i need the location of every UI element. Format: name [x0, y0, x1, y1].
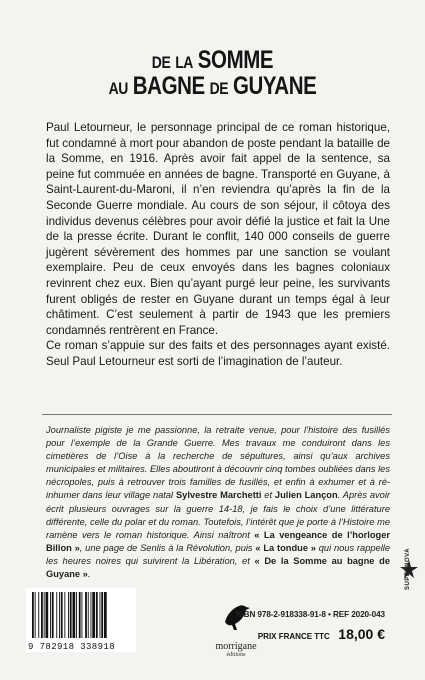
barcode-bar: [52, 592, 54, 638]
price-value: 18,00 €: [338, 626, 385, 642]
barcode-bar: [46, 592, 49, 638]
isbn: ISBN 978-2-918338-91-8 • REF 2020-043: [236, 610, 385, 619]
barcode-bar: [100, 592, 101, 638]
price: [258, 626, 385, 644]
synopsis: [46, 120, 390, 370]
divider: [42, 414, 392, 415]
book-title-billon: « La vengeance de l’horloger Billon »: [46, 529, 390, 553]
barcode-bar: [101, 592, 103, 638]
barcode-bar: [88, 592, 89, 638]
barcode-bar: [85, 592, 87, 638]
barcode-bar: [70, 592, 72, 638]
supernova-label: SUPERNOVA: [405, 547, 411, 590]
barcode-bar: [82, 592, 83, 638]
name-marchetti: Sylvestre Marchetti: [175, 490, 262, 501]
barcode-bar: [96, 592, 98, 638]
name-lancon: Julien Lançon: [274, 490, 338, 501]
barcode-bar: [64, 592, 65, 638]
book-title-somme: « De la Somme au bagne de Guyane »: [46, 555, 390, 580]
barcode-bar: [91, 592, 92, 638]
title-line-1: DE LA SOMME: [151, 46, 274, 74]
barcode-bar: [56, 592, 57, 638]
publisher-sub: éditions: [226, 652, 246, 658]
barcode-bar: [59, 592, 60, 638]
barcode-bar: [38, 592, 39, 638]
barcode-bar: [44, 592, 45, 638]
barcode-number: 9 782918 338918: [28, 642, 116, 652]
publisher-name: morrigane: [215, 641, 257, 652]
barcode-bar: [41, 592, 43, 638]
synopsis-paragraph-2: Ce roman s’appuie sur des faits et des personnages ayant existé. Seul Paul Letourneur est sorti de l’imagination de l’auteur.: [46, 339, 390, 368]
author-bio: Journaliste pigiste je me passionne, la retraite venue, pour l’histoire des fusillés pour l’exemple de la Grande Guerre. Mes travaux me conduiront dans les cimetières de l’Oise à la recherche de sépultures, ainsi qu’aux archives municipales et militaires. Elles aboutiront à découvrir cinq tombes oubliées dans les nécropoles, puis à retrouver trois familles de fusillés, et enfin à exhumer et à ré-inhumer dans leur village natal Sylvestre Marchetti et Julien Lançon. Après avoir écrit plusieurs ouvrages sur la guerre 14-18, je fais le choix d’une littérature différente, celle du polar et du roman. Toutefois, l’intérêt que je porte à l’Histoire me ramène vers le roman historique. Ainsi naîtront « La vengeance de l’horloger Billon », une page de Senlis à la Révolution, puis « La tondue » qui nous rappelle les heures noires qui suivirent la Libération, et « De la Somme au bagne de Guyane ».: [46, 425, 391, 580]
barcode-bar: [76, 592, 77, 638]
barcode-bar: [68, 592, 69, 638]
book-title: [0, 48, 425, 99]
title-line-2: AU BAGNE DE GUYANE: [108, 72, 317, 100]
barcode-bar: [61, 592, 63, 638]
price-label: PRIX FRANCE TTC: [257, 632, 330, 641]
barcode-bar: [73, 592, 76, 638]
barcode-bar: [104, 592, 107, 638]
barcode-bar: [32, 592, 34, 638]
book-title-tondue: « La tondue »: [255, 542, 316, 553]
barcode-bar: [92, 592, 95, 638]
barcode-bar: [79, 592, 81, 638]
barcode-bar: [35, 592, 36, 638]
barcode-bar: [50, 592, 51, 638]
synopsis-paragraph-1: Paul Letourneur, le personnage principal de ce roman historique, fut condamné à mort pour abandon de poste pendant la bataille de la Somme, en 1916. Après avoir fait appel de la sentence, sa peine fut commuée en années de bagne. Transporté en Guyane, à Saint-Laurent-du-Maroni, il n’en reviendra qu’après la fin de la Seconde Guerre mondiale. Au cours de son séjour, il côtoya des individus devenus célèbres pour avoir défié la justice et fait la Une de la presse écrite. Durant le conflit, 140 000 conseils de guerre jugèrent sévèrement des hommes par une sanction se voulant exemplaire. Peu de ceux envoyés dans les bagnes coloniaux revinrent chez eux. Bien qu’ayant purgé leur peine, les survivants furent obligés de rester en Guyane durant un temps égal à leur châtiment. C’est seulement à partir de 1943 que les premiers condamnés rentrèrent en France.: [46, 121, 390, 337]
